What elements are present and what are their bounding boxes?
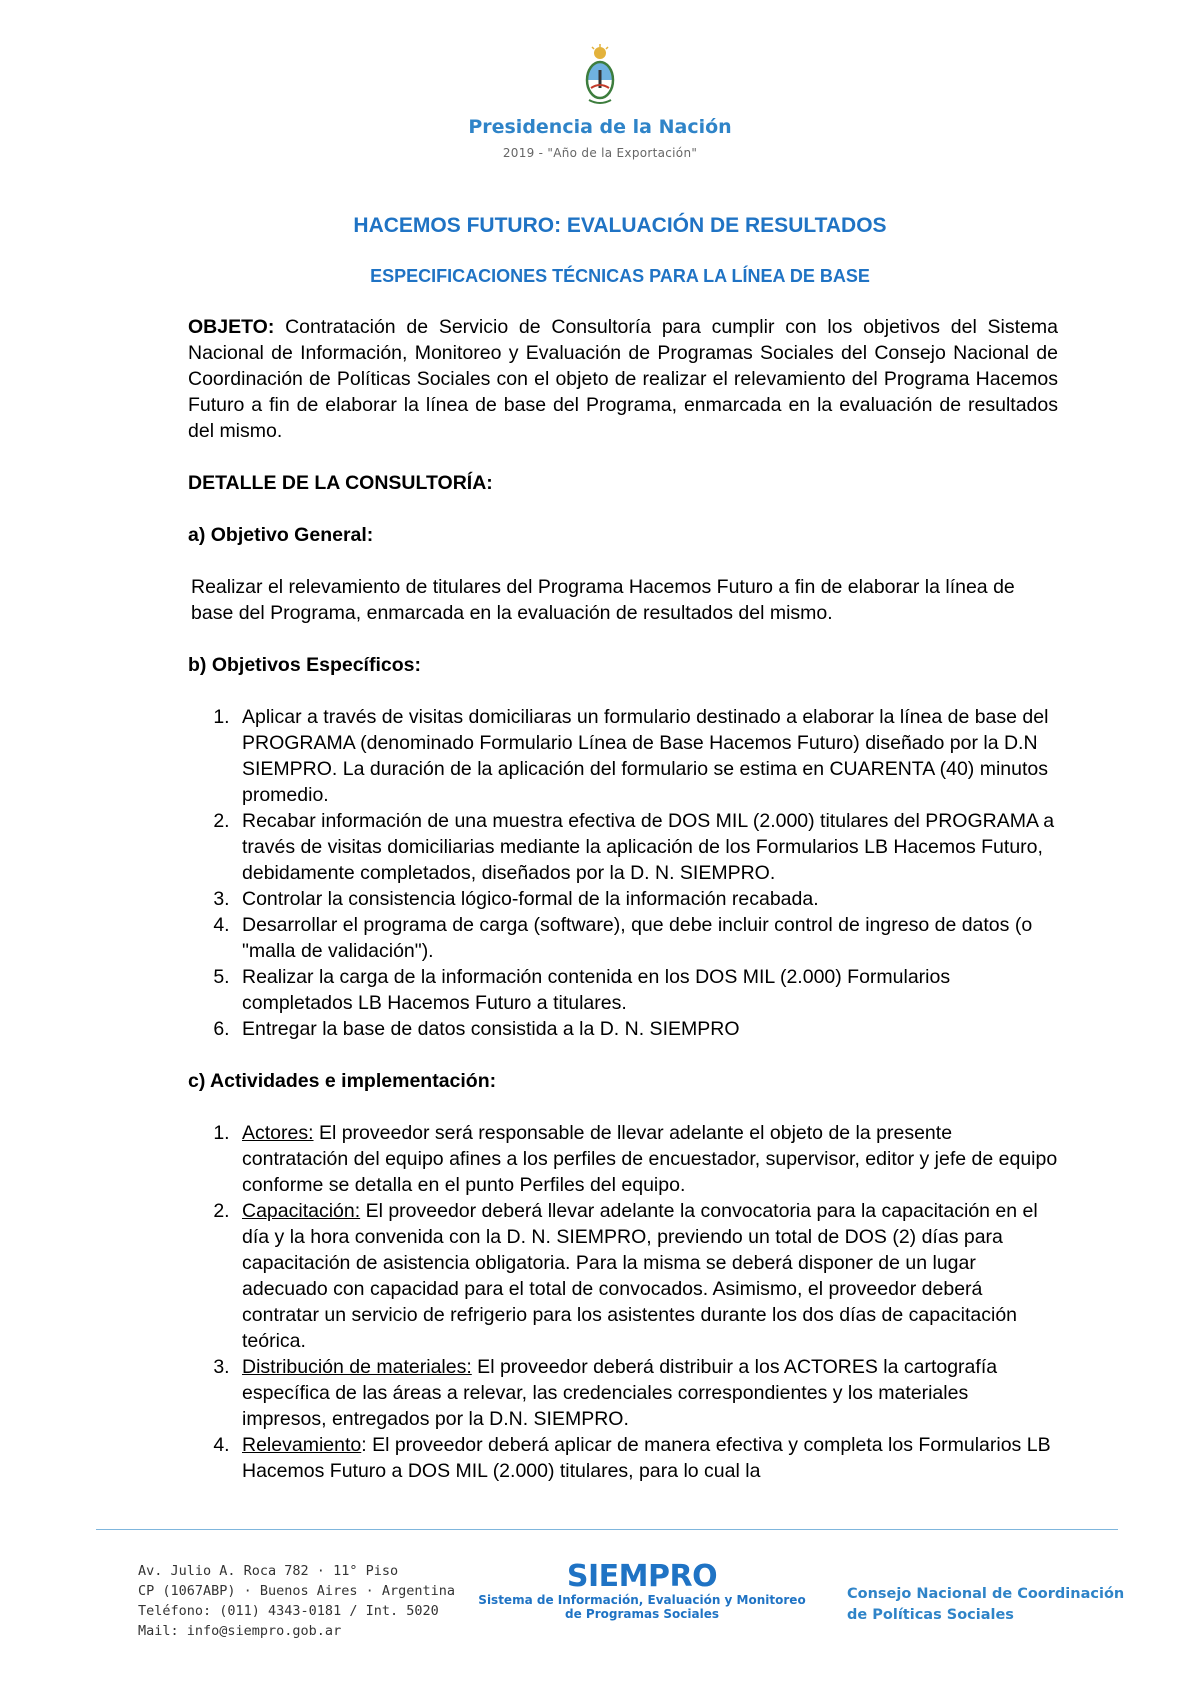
objeto-text: Contratación de Servicio de Consultoría para cumplir con los objetivos del Sistema Nacional de Información, Monitoreo y Evaluación de Programas Sociales del Consejo Nacional de Coordinación de Políticas Sociales con el objeto de realizar el relevamiento del Programa Hacemos Futuro a fin de elaborar la línea de base del Programa, enmarcada en la evaluación de resultados del mismo. <box>188 316 1058 442</box>
address-line: CP (1067ABP) · Buenos Aires · Argentina <box>138 1583 455 1599</box>
objetivos-especificos-list <box>188 704 1058 1042</box>
siempro-logo <box>472 1561 812 1621</box>
item-label: Actores: <box>242 1122 314 1144</box>
list-item: 1. Aplicar a través de visitas domiciliaras un formulario destinado a elaborar la línea de base del PROGRAMA (denominado Formulario Línea de Base Hacemos Futuro) diseñado por la D.N SIEMPRO. La duración de la aplicación del formulario se estima en CUARENTA (40) minutos promedio. <box>235 704 1058 808</box>
item-text: El proveedor deberá distribuir a los ACTORES la cartografía específica de las áreas a relevar, las credenciales correspondientes y los materiales impresos, entregados por la D.N. SIEMPRO. <box>242 1356 998 1430</box>
detalle-heading: DETALLE DE LA CONSULTORÍA: <box>188 472 493 494</box>
list-item <box>235 1120 1058 1198</box>
item-text: El proveedor deberá llevar adelante la convocatoria para la capacitación en el día y la hora convenida con la D. N. SIEMPRO, previendo un total de DOS (2) días para capacitación de asistencia obligatoria. Para la misma se deberá disponer de un lugar adecuado con capacidad para el total de convocados. Asimismo, el proveedor deberá contratar un servicio de refrigerio para los asistentes durante los dos días de capacitación teórica. <box>242 1200 1038 1352</box>
list-item: 2. Recabar información de una muestra efectiva de DOS MIL (2.000) titulares del PROGRAMA a través de visitas domiciliarias mediante la aplicación de los Formularios LB Hacemos Futuro, debidamente completados, diseñados por la D. N. SIEMPRO. <box>235 808 1058 886</box>
siempro-tagline: Sistema de Información, Evaluación y Monitoreo <box>478 1593 806 1607</box>
list-item: 6. Entregar la base de datos consistida a la D. N. SIEMPRO <box>235 1016 1058 1042</box>
institution-name: Presidencia de la Nación <box>468 116 732 138</box>
objeto-paragraph <box>188 314 1058 444</box>
consejo-line: Consejo Nacional de Coordinación <box>847 1586 1125 1602</box>
item-text: : El proveedor deberá aplicar de manera efectiva y completa los Formularios LB Hacemos Futuro a DOS MIL (2.000) titulares, para lo cual la <box>242 1434 1051 1482</box>
item-text: El proveedor será responsable de llevar adelante el objeto de la presente contratación del equipo afines a los perfiles de encuestador, supervisor, editor y jefe de equipo conforme se detalla en el punto Perfiles del equipo. <box>242 1122 1058 1196</box>
siempro-name: SIEMPRO <box>566 1559 718 1594</box>
document-subtitle: ESPECIFICACIONES TÉCNICAS PARA LA LÍNEA DE BASE <box>370 266 870 286</box>
footer-divider <box>96 1529 1118 1530</box>
objeto-label: OBJETO: <box>188 316 275 338</box>
list-item: 4. Desarrollar el programa de carga (software), que debe incluir control de ingreso de datos (o "malla de validación"). <box>235 912 1058 964</box>
address-line: Teléfono: (011) 4343-0181 / Int. 5020 <box>138 1603 439 1619</box>
list-item <box>235 1354 1058 1432</box>
list-item <box>235 1198 1058 1354</box>
consejo-logo <box>847 1584 1124 1626</box>
list-item: 5. Realizar la carga de la información contenida en los DOS MIL (2.000) Formularios completados LB Hacemos Futuro a titulares. <box>235 964 1058 1016</box>
item-label: Distribución de materiales: <box>242 1356 472 1378</box>
document-title: HACEMOS FUTURO: EVALUACIÓN DE RESULTADOS <box>353 214 887 237</box>
year-motto: 2019 - "Año de la Exportación" <box>502 146 698 160</box>
list-item: 3. Controlar la consistencia lógico-formal de la información recabada. <box>235 886 1058 912</box>
objetivo-general-text: Realizar el relevamiento de titulares del Programa Hacemos Futuro a fin de elaborar la línea de base del Programa, enmarcada en la evaluación de resultados del mismo. <box>191 576 1015 624</box>
list-item <box>235 1432 1058 1484</box>
document-body <box>188 314 1058 1484</box>
footer-address <box>138 1561 455 1641</box>
actividades-list <box>188 1120 1058 1484</box>
siempro-tagline: de Programas Sociales <box>565 1607 719 1621</box>
coat-of-arms-icon <box>581 44 619 106</box>
consejo-line: de Políticas Sociales <box>847 1607 1014 1623</box>
address-line: Mail: info@siempro.gob.ar <box>138 1623 342 1639</box>
item-label: Relevamiento <box>242 1434 362 1456</box>
actividades-heading: c) Actividades e implementación: <box>188 1070 497 1092</box>
objetivo-general-heading: a) Objetivo General: <box>188 524 374 546</box>
objetivos-especificos-heading: b) Objetivos Específicos: <box>188 654 421 676</box>
address-line: Av. Julio A. Roca 782 · 11° Piso <box>138 1563 399 1579</box>
item-label: Capacitación: <box>242 1200 361 1222</box>
